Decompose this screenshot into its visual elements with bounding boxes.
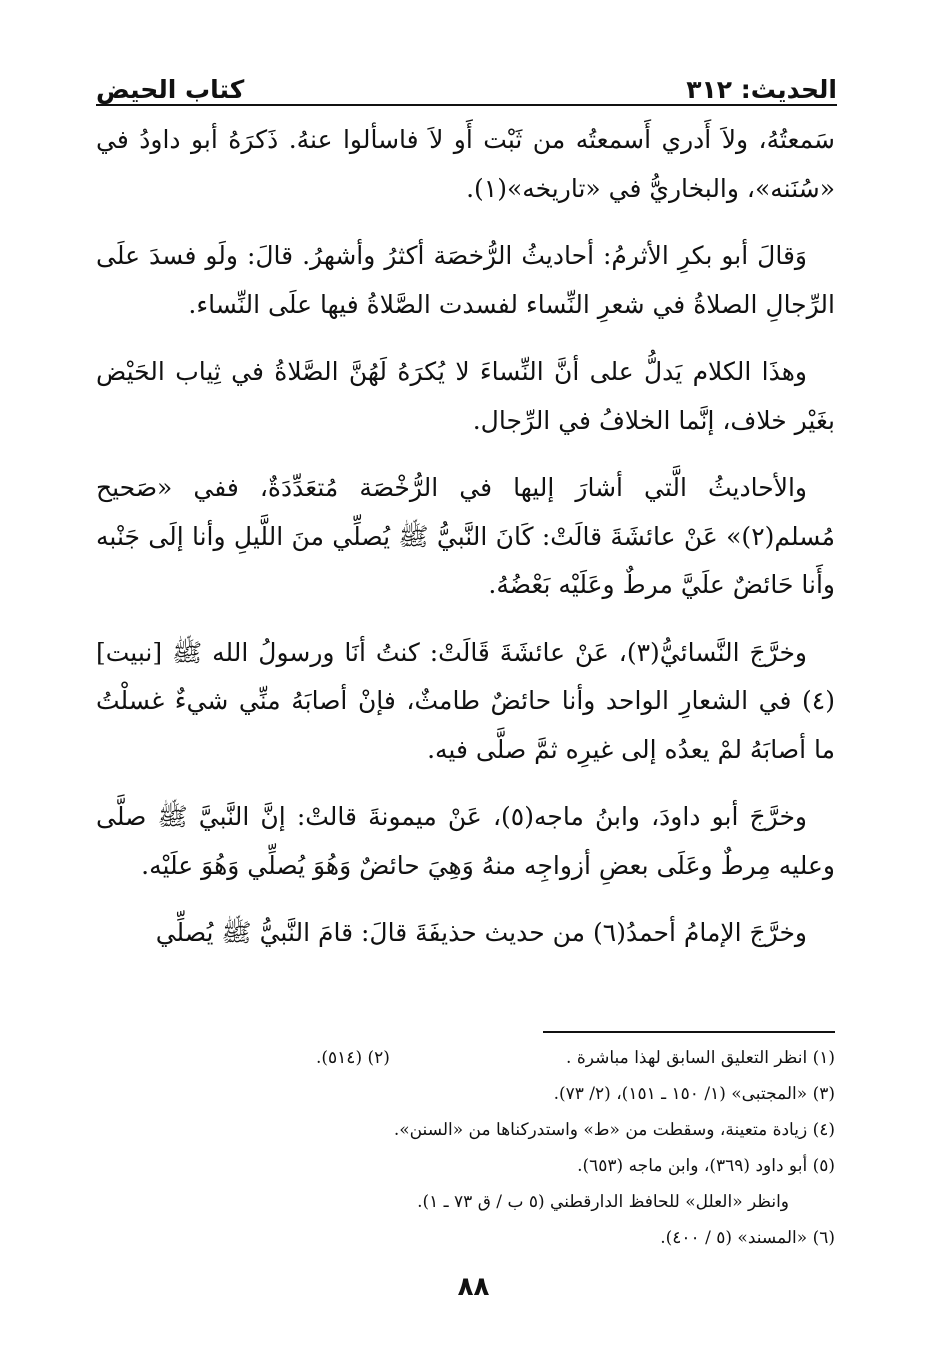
footnote-1: (١) انظر التعليق السابق لهذا مباشرة .	[566, 1048, 835, 1068]
book-title: كتاب الحيض	[96, 75, 245, 104]
footnote-row	[96, 1148, 835, 1184]
footnote-5-continued: وانظر «العلل» للحافظ الدارقطني (٥ ب / ق ٧٣ ـ ١).	[417, 1192, 789, 1212]
footnote-6: (٦) «المسند» (٥ / ٤٠٠).	[660, 1228, 835, 1248]
paragraph: سَمعتُهُ، ولاَ أَدري أَسمعتُه من ثَبْت أَو لاَ فاسألوا عنهُ. ذَكرَهُ أبو داودُ في «سُنَنه»، والبخاريُّ في «تاريخه»(١).	[96, 125, 835, 203]
running-header	[96, 60, 837, 104]
footnote-rule	[543, 1031, 835, 1033]
paragraph: وخرَّجَ أبو داودَ، وابنُ ماجه(٥)، عَنْ ميمونةَ قالتْ: إنَّ النَّبيَّ ﷺ صلَّى وعليه مِرطٌ وعَلَى بعضِ أزواجِه منهُ وَهِيَ حائضٌ وَهُوَ يُصلِّي وَهُوَ علَيْه.	[96, 802, 835, 880]
paragraph: وخرَّجَ النَّسائيُّ(٣)، عَنْ عائشَةَ قَالَتْ: كنتُ أنَا ورسولُ الله ﷺ [نبيت](٤) في الشعارِ الواحد وأنا حائضٌ طامثٌ، فإنْ أصابَهُ منِّي شيءٌ غسلْتُ ما أصابَهُ لمْ يعدُه إلى غيرِه ثمَّ صلَّى فيه.	[96, 637, 835, 764]
footnote-row	[96, 1220, 835, 1256]
page-number: ٨٨	[457, 1272, 490, 1302]
footnote-4: (٤) زيادة متعينة، وسقطت من «ط» واستدركناها من «السنن».	[393, 1120, 835, 1140]
footnote-3: (٣) «المجتبى» (١/ ١٥٠ ـ ١٥١)، (٢/ ٧٣).	[553, 1084, 835, 1104]
footnote-5: (٥) أبو داود (٣٦٩)، وابن ماجه (٦٥٣).	[577, 1156, 835, 1176]
footnotes	[96, 1040, 835, 1256]
header-rule	[96, 104, 837, 106]
hadith-number: الحديث: ٣١٢	[686, 75, 837, 104]
footnote-row	[96, 1184, 835, 1220]
paragraph: وَقالَ أبو بكرِ الأثرمُ: أحاديثُ الرُّخصَة أكثرُ وأشهرُ. قالَ: ولَو فسدَ علَى الرِّجالِ الصلاةُ في شعرِ النِّساء لفسدت الصَّلاةُ فيها علَى النِّساء.	[96, 241, 835, 319]
main-text	[96, 116, 835, 977]
paragraph: والأحاديثُ الَّتي أشارَ إليها في الرُّخْصَة مُتعَدِّدَةٌ، ففي «صَحيح مُسلم(٢)» عَنْ عائشَةَ قالَتْ: كَانَ النَّبيُّ ﷺ يُصلِّي منَ اللَّيلِ وأنا إلَى جَنْبه وأَنا حَائضٌ علَيَّ مرطٌ وعَلَيْه بَعْضُهُ.	[96, 473, 835, 599]
paragraph: وهذَا الكلام يَدلُّ على أنَّ النِّساءَ لا يُكرَهُ لَهُنَّ الصَّلاةُ في ثِياب الحَيْض بغَيْر خلاف، إنَّما الخلافُ في الرِّجال.	[96, 357, 835, 435]
footnote-row	[96, 1040, 835, 1076]
paragraph: وخرَّجَ الإمامُ أحمدُ(٦) من حديث حذيفَةَ قالَ: قامَ النَّبيُّ ﷺ يُصلِّي	[155, 918, 807, 947]
footnote-2: (٢) (٥١٤).	[316, 1048, 390, 1068]
footnote-row	[96, 1112, 835, 1148]
footnote-row	[96, 1076, 835, 1112]
